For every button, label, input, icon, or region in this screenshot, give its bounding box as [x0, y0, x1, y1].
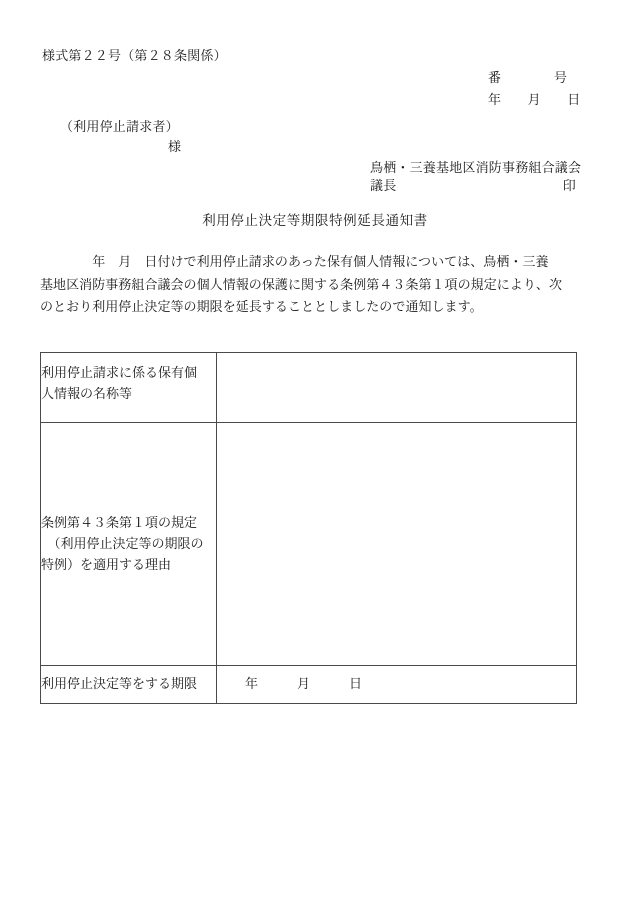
table-row — [41, 423, 577, 666]
row-label-line: 特例）を適用する理由 — [41, 557, 172, 573]
row-label-name-of-information — [41, 353, 217, 423]
row-label-line: 利用停止請求に係る保有個 — [41, 366, 198, 381]
issuer-title: 議長 — [370, 179, 397, 194]
row-value-name-of-information[interactable] — [217, 353, 577, 423]
row-label-reason-for-extension — [41, 423, 217, 666]
row-label-decision-deadline — [41, 666, 217, 704]
form-number: 様式第２２号（第２８条関係） — [42, 49, 227, 64]
deadline-date-placeholder: 年 月 日 — [245, 677, 363, 692]
row-value-decision-deadline[interactable] — [217, 666, 577, 704]
row-label-line: 人情報の名称等 — [41, 387, 133, 402]
addressee-label: （利用停止請求者） — [60, 120, 179, 135]
body-line-2: 基地区消防事務組合議会の個人情報の保護に関する条例第４３条第１項の規定により、次 — [40, 277, 563, 293]
issuer-block — [370, 160, 580, 196]
issuer-title-row — [370, 178, 576, 196]
body-line-1: 年 月 日付けで利用停止請求のあった保有個人情報については、鳥栖・三養 — [40, 255, 549, 270]
issuer-organization: 鳥栖・三養基地区消防事務組合議会 — [370, 161, 582, 176]
addressee-honorific: 様 — [168, 140, 182, 155]
seal-mark: 印 — [562, 179, 576, 194]
reference-number-line: 番 号 — [488, 71, 568, 86]
body-paragraph — [40, 252, 578, 320]
row-value-reason-for-extension[interactable] — [217, 423, 577, 666]
reference-block — [430, 68, 590, 112]
row-label-line: 条例第４３条第１項の規定 — [41, 515, 198, 531]
reference-date-line: 年 月 日 — [488, 93, 581, 108]
row-label-line: （利用停止決定等の期限の — [41, 536, 204, 552]
row-label-line: 利用停止決定等をする期限 — [41, 677, 198, 692]
table-row — [41, 353, 577, 423]
body-line-3: のとおり利用停止決定等の期限を延長することとしましたので通知します。 — [40, 300, 483, 315]
table-row — [41, 666, 577, 704]
document-title: 利用停止決定等期限特例延長通知書 — [202, 213, 428, 229]
detail-table — [40, 352, 577, 704]
